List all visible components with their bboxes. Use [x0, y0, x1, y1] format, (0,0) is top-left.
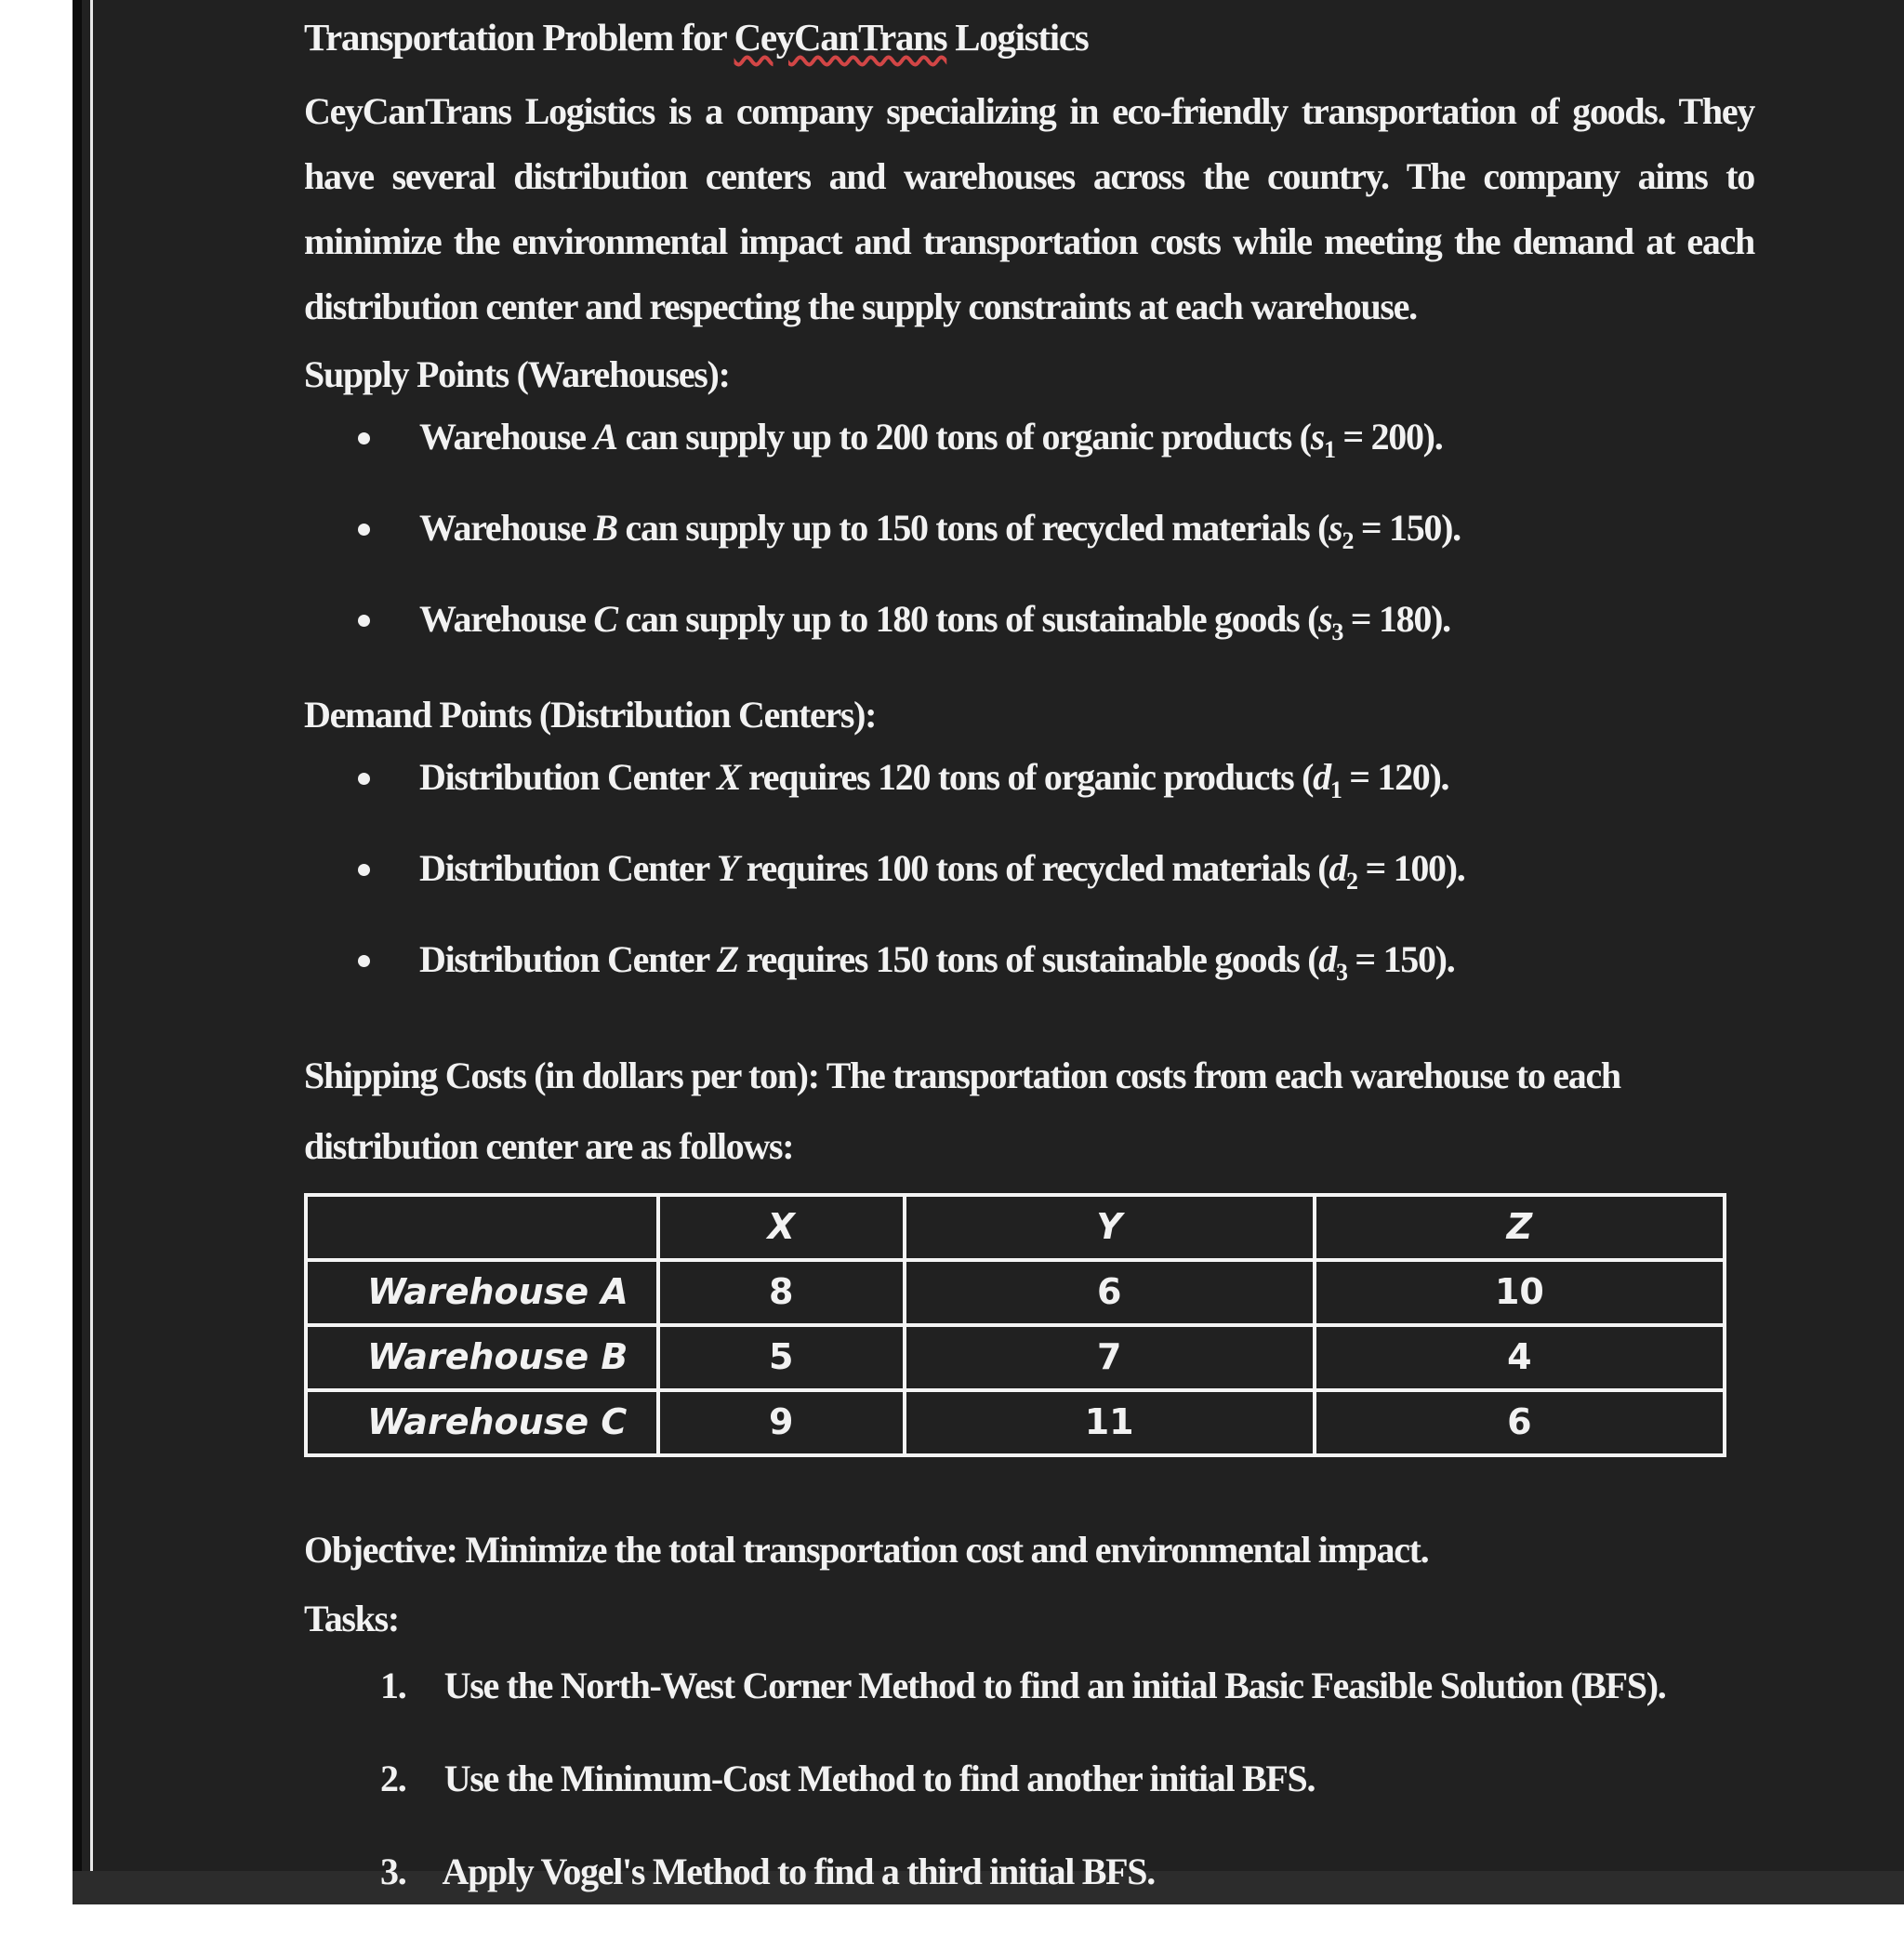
- table-cell: 8: [658, 1260, 905, 1325]
- list-item: [380, 1658, 1754, 1751]
- document-body: [304, 15, 1754, 1937]
- monitor-bezel: [73, 0, 82, 1888]
- row-label: Warehouse A: [306, 1260, 658, 1325]
- page-title: [304, 15, 1754, 60]
- list-item: Distribution Center Y requires 100 tons of recycled materials $(d_2 = 100)$.: [354, 838, 1754, 929]
- task-text: Use the Minimum-Cost Method to find another initial BFS.: [443, 1758, 1316, 1800]
- table-cell: 4: [1315, 1325, 1725, 1390]
- document-margin-line: [90, 0, 93, 1880]
- task-number: 1.: [380, 1665, 406, 1707]
- row-label: Warehouse C: [306, 1390, 658, 1455]
- task-text: Use the North-West Corner Method to find an initial Basic Feasible Solution (BFS).: [443, 1665, 1666, 1707]
- supply-heading: Supply Points (Warehouses):: [304, 353, 730, 396]
- demand-list: [304, 747, 1754, 1020]
- list-item: Warehouse B can supply up to 150 tons of recycled materials $(s_2 = 150)$.: [354, 498, 1754, 589]
- shipping-text: The transportation costs from each warehouse to each distribution center are as follows:: [304, 1055, 1620, 1168]
- objective-label: Objective:: [304, 1529, 457, 1572]
- table-cell: 10: [1315, 1260, 1725, 1325]
- table-row: [306, 1390, 1725, 1455]
- intro-paragraph: CeyCanTrans Logistics is a company specializing in eco-friendly transportation of goods. They have several distribution centers and warehouses across the country. The company aims to minimize the environmental impact and transportation costs while meeting the demand at each distribution center and respecting the supply constraints at each warehouse.: [304, 90, 1754, 328]
- table-cell: 5: [658, 1325, 905, 1390]
- table-cell: 11: [905, 1390, 1315, 1455]
- row-label: Warehouse B: [306, 1325, 658, 1390]
- table-row: [306, 1260, 1725, 1325]
- table-cell: 6: [905, 1260, 1315, 1325]
- list-item: [380, 1751, 1754, 1844]
- table-header-row: [306, 1195, 1725, 1260]
- tasks-heading: Tasks:: [304, 1598, 399, 1640]
- cost-table: [304, 1193, 1726, 1457]
- title-suffix: Logistics: [955, 16, 1089, 59]
- task-number: 2.: [380, 1758, 406, 1800]
- shipping-label: Shipping Costs (in dollars per ton):: [304, 1055, 819, 1097]
- bullet-icon: [358, 864, 370, 876]
- bullet-icon: [358, 773, 370, 785]
- list-item: Warehouse A can supply up to 200 tons of organic products $(s_1 = 200)$.: [354, 406, 1754, 498]
- column-header-z: Z: [1315, 1195, 1725, 1260]
- objective-text: Minimize the total transportation cost and environmental impact.: [465, 1529, 1429, 1572]
- column-header-y: Y: [905, 1195, 1315, 1260]
- supply-list: [304, 406, 1754, 680]
- task-number: 3.: [380, 1851, 406, 1893]
- table-cell: 9: [658, 1390, 905, 1455]
- bullet-icon: [358, 432, 370, 444]
- title-prefix: Transportation Problem for: [304, 16, 726, 59]
- column-header-x: X: [658, 1195, 905, 1260]
- tasks-list: [304, 1658, 1754, 1937]
- task-text: Apply Vogel's Method to find a third initial BFS.: [442, 1851, 1155, 1893]
- list-item: Warehouse C can supply up to 180 tons of sustainable goods $(s_3 = 180)$.: [354, 589, 1754, 680]
- list-item: Distribution Center X requires 120 tons of organic products $(d_1 = 120)$.: [354, 747, 1754, 838]
- table-row: [306, 1325, 1725, 1390]
- table-cell: 7: [905, 1325, 1315, 1390]
- shipping-costs-paragraph: [304, 1041, 1754, 1182]
- title-company: CeyCanTrans: [734, 16, 947, 59]
- bullet-icon: [358, 524, 370, 536]
- list-item: Distribution Center Z requires 150 tons of sustainable goods $(d_3 = 150)$.: [354, 929, 1754, 1020]
- table-corner-cell: [306, 1195, 658, 1260]
- demand-heading: Demand Points (Distribution Centers):: [304, 694, 877, 736]
- list-item: [380, 1844, 1754, 1937]
- objective-paragraph: [304, 1528, 1754, 1572]
- bullet-icon: [358, 955, 370, 967]
- bullet-icon: [358, 615, 370, 627]
- table-cell: 6: [1315, 1390, 1725, 1455]
